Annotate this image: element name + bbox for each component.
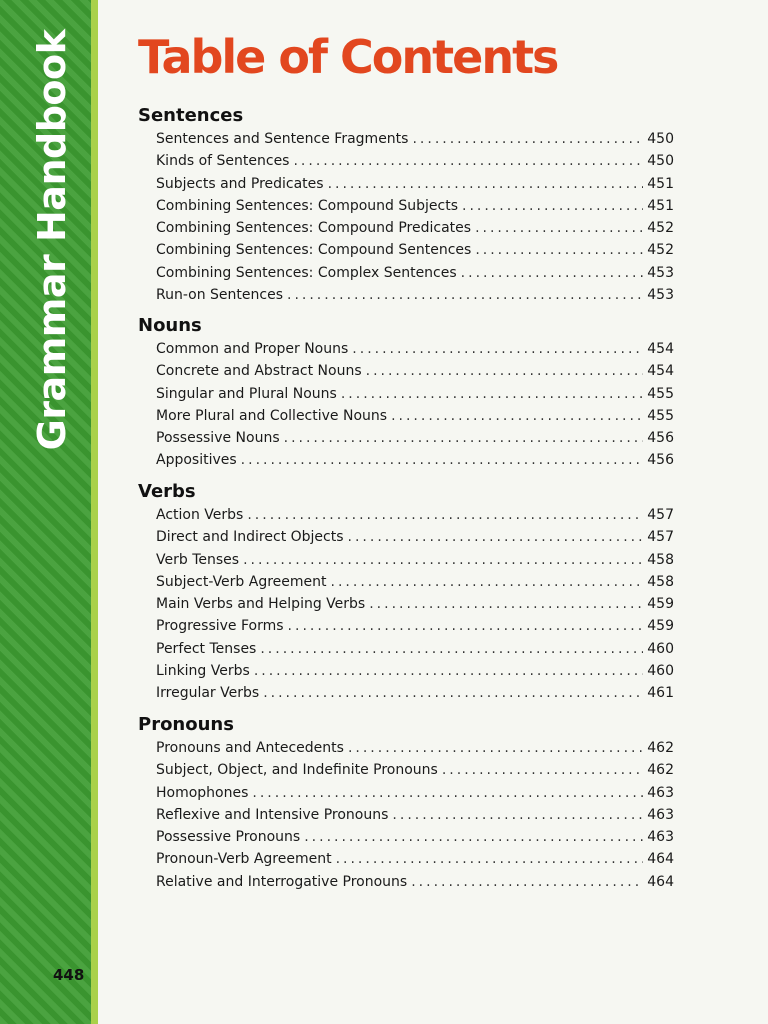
entry-page-number: 453 [647, 287, 674, 304]
dot-leader [475, 217, 643, 239]
dot-leader [462, 195, 643, 217]
toc-entry [156, 405, 674, 427]
dot-leader [475, 239, 643, 261]
toc-entry [156, 284, 674, 306]
dot-leader [366, 360, 644, 382]
section-sentences [138, 104, 674, 306]
entry-title: More Plural and Collective Nouns [156, 407, 388, 424]
dot-leader [247, 504, 643, 526]
entry-list [138, 128, 674, 306]
toc-entry [156, 759, 674, 781]
entry-list [138, 504, 674, 705]
entry-page-number: 463 [647, 784, 674, 801]
entry-title: Combining Sentences: Compound Sentences [156, 242, 472, 259]
entry-title: Relative and Interrogative Pronouns [156, 873, 408, 890]
entry-page-number: 464 [647, 873, 674, 890]
toc-entry [156, 615, 674, 637]
entry-title: Subject, Object, and Indefinite Pronouns [156, 762, 438, 779]
toc-entry [156, 871, 674, 893]
entry-page-number: 464 [647, 851, 674, 868]
toc-entry [156, 173, 674, 195]
entry-page-number: 450 [647, 153, 674, 170]
dot-leader [293, 150, 643, 172]
entry-title: Direct and Indirect Objects [156, 529, 344, 546]
entry-page-number: 458 [647, 551, 674, 568]
toc-entry [156, 737, 674, 759]
entry-title: Pronoun-Verb Agreement [156, 851, 332, 868]
entry-title: Common and Proper Nouns [156, 341, 349, 357]
entry-page-number: 458 [647, 573, 674, 590]
entry-page-number: 455 [647, 407, 674, 424]
entry-title: Main Verbs and Helping Verbs [156, 596, 366, 613]
dot-leader [328, 173, 644, 195]
dot-leader [336, 848, 644, 870]
toc-entry [156, 217, 674, 239]
toc-entry [156, 338, 674, 360]
entry-title: Kinds of Sentences [156, 153, 290, 170]
toc-entry [156, 848, 674, 870]
entry-title: Perfect Tenses [156, 640, 257, 657]
entry-list [138, 338, 674, 472]
entry-title: Possessive Pronouns [156, 829, 301, 846]
dot-leader [352, 338, 643, 360]
entry-page-number: 456 [647, 430, 674, 447]
entry-page-number: 460 [647, 640, 674, 657]
entry-title: Appositives [156, 452, 237, 469]
entry-title: Reflexive and Intensive Pronouns [156, 806, 389, 823]
toc-entry [156, 526, 674, 548]
entry-title: Sentences and Sentence Fragments [156, 131, 409, 147]
dot-leader [252, 782, 643, 804]
section-heading: Pronouns [138, 714, 234, 735]
entry-page-number: 461 [647, 685, 674, 702]
dot-leader [260, 638, 643, 660]
entry-page-number: 453 [647, 264, 674, 281]
page-number: 448 [53, 966, 85, 984]
dot-leader [243, 549, 643, 571]
entry-title: Combining Sentences: Complex Sentences [156, 264, 457, 281]
toc-entry [156, 150, 674, 172]
entry-page-number: 462 [647, 762, 674, 779]
dot-leader [288, 615, 644, 637]
dot-leader [442, 759, 643, 781]
entry-page-number: 463 [647, 806, 674, 823]
dot-leader [254, 660, 643, 682]
entry-page-number: 452 [647, 220, 674, 237]
section-heading: Sentences [138, 105, 244, 126]
toc-entry [156, 195, 674, 217]
entry-page-number: 459 [647, 596, 674, 613]
toc-entry [156, 593, 674, 615]
entry-page-number: 454 [647, 363, 674, 380]
toc-entry [156, 128, 674, 150]
dot-leader [341, 383, 643, 405]
section-verbs [138, 480, 674, 705]
entry-title: Action Verbs [156, 507, 244, 523]
sidebar-title: Grammar Handbook [30, 29, 74, 451]
toc-entry [156, 571, 674, 593]
entry-page-number: 454 [647, 341, 674, 357]
dot-leader [412, 128, 643, 150]
toc-entry [156, 504, 674, 526]
page-title: Table of Contents [138, 30, 558, 84]
dot-leader [348, 526, 644, 548]
dot-leader [241, 449, 644, 471]
entry-title: Pronouns and Antecedents [156, 740, 344, 756]
entry-page-number: 460 [647, 663, 674, 680]
section-pronouns [138, 713, 674, 893]
toc-entry [156, 262, 674, 284]
entry-title: Homophones [156, 784, 249, 801]
dot-leader [369, 593, 643, 615]
dot-leader [263, 682, 643, 704]
entry-title: Possessive Nouns [156, 430, 280, 447]
toc-entry [156, 427, 674, 449]
entry-title: Concrete and Abstract Nouns [156, 363, 362, 380]
entry-title: Progressive Forms [156, 618, 284, 635]
entry-page-number: 450 [647, 131, 674, 147]
entry-title: Irregular Verbs [156, 685, 260, 702]
entry-page-number: 455 [647, 385, 674, 402]
entry-title: Singular and Plural Nouns [156, 385, 337, 402]
section-heading: Nouns [138, 315, 202, 336]
sidebar-edge-stripe [91, 0, 98, 1024]
entry-page-number: 451 [647, 175, 674, 192]
entry-title: Linking Verbs [156, 663, 250, 680]
entry-title: Combining Sentences: Compound Subjects [156, 197, 458, 214]
toc-entry [156, 549, 674, 571]
toc-entry [156, 804, 674, 826]
toc-entry [156, 826, 674, 848]
toc-entry [156, 360, 674, 382]
entry-page-number: 457 [647, 529, 674, 546]
entry-title: Subject-Verb Agreement [156, 573, 327, 590]
dot-leader [392, 804, 643, 826]
dot-leader [391, 405, 643, 427]
dot-leader [287, 284, 643, 306]
entry-page-number: 463 [647, 829, 674, 846]
entry-page-number: 457 [647, 507, 674, 523]
toc-entry [156, 782, 674, 804]
toc-entry [156, 638, 674, 660]
dot-leader [304, 826, 643, 848]
toc-entry [156, 239, 674, 261]
entry-title: Subjects and Predicates [156, 175, 324, 192]
toc-entry [156, 449, 674, 471]
entry-page-number: 459 [647, 618, 674, 635]
entry-title: Verb Tenses [156, 551, 240, 568]
dot-leader [348, 737, 643, 759]
entry-title: Combining Sentences: Compound Predicates [156, 220, 472, 237]
dot-leader [284, 427, 644, 449]
entry-page-number: 452 [647, 242, 674, 259]
entry-page-number: 456 [647, 452, 674, 469]
entry-page-number: 451 [647, 197, 674, 214]
section-heading: Verbs [138, 481, 196, 502]
toc-entry [156, 660, 674, 682]
dot-leader [331, 571, 644, 593]
section-nouns [138, 314, 674, 472]
entry-title: Run-on Sentences [156, 287, 283, 304]
dot-leader [461, 262, 644, 284]
toc-entry [156, 682, 674, 704]
entry-page-number: 462 [647, 740, 674, 756]
handbook-sidebar [0, 0, 91, 1024]
dot-leader [411, 871, 643, 893]
toc-entry [156, 383, 674, 405]
entry-list [138, 737, 674, 893]
